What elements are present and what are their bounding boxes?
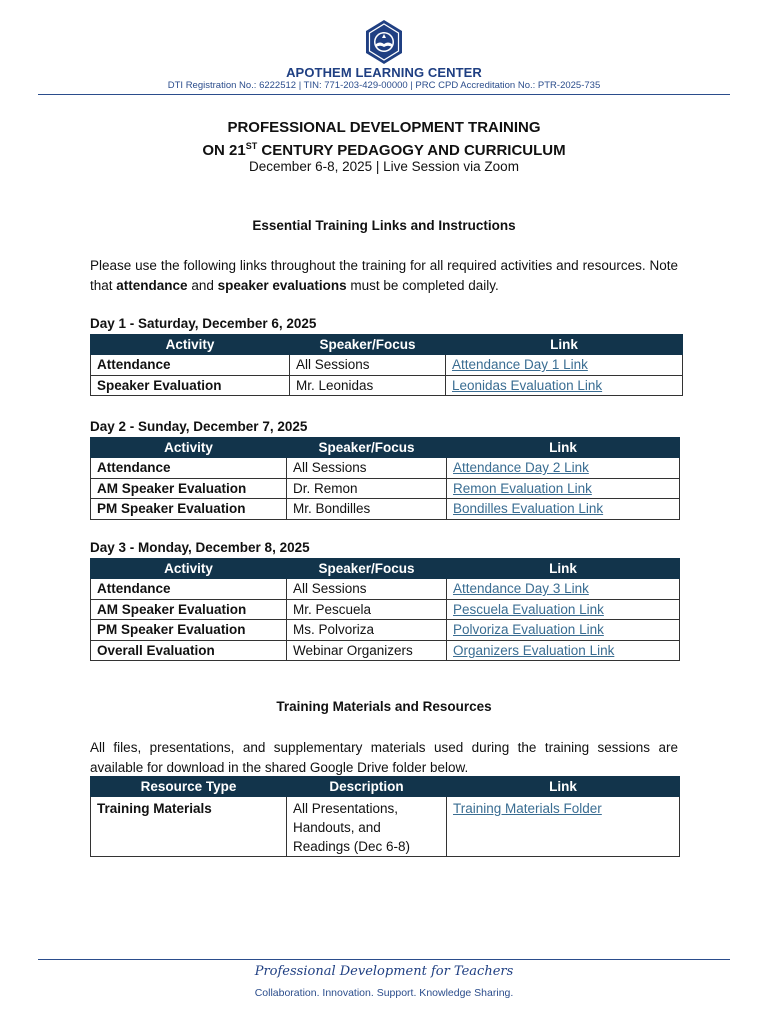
table-row (91, 579, 680, 600)
link-cell (447, 620, 680, 641)
link-cell (447, 458, 680, 479)
speaker-cell: Dr. Remon (287, 478, 447, 499)
materials-intro: All files, presentations, and supplementary materials used during the training sessions are available for download in the shared Google Drive folder below. (90, 740, 678, 775)
table-header-row (91, 335, 683, 355)
speaker-cell: Ms. Polvoriza (287, 620, 447, 641)
activity-cell: Attendance (91, 579, 287, 600)
footer-script: Professional Development for Teachers (254, 964, 514, 979)
description-line-3: Readings (Dec 6-8) (293, 839, 411, 854)
header-link: Link (447, 438, 680, 458)
table-header-row (91, 438, 680, 458)
intro-bold-attendance: attendance (116, 277, 188, 293)
speaker-cell: Mr. Bondilles (287, 499, 447, 520)
table-row (91, 355, 683, 376)
description-line-2: Handouts, and (293, 820, 381, 835)
link-cell (447, 599, 680, 620)
day-1-label: Day 1 - Saturday, December 6, 2025 (90, 316, 317, 331)
activity-cell: Speaker Evaluation (91, 375, 290, 396)
intro-text-2: and (187, 277, 218, 293)
intro-text-3: must be completed daily. (346, 277, 499, 293)
header-speaker: Speaker/Focus (287, 438, 447, 458)
day-2-table (90, 437, 680, 520)
document-title (0, 116, 768, 162)
speaker-cell: All Sessions (287, 458, 447, 479)
speaker-cell: Mr. Pescuela (287, 599, 447, 620)
header-description: Description (287, 777, 447, 797)
link-cell (447, 640, 680, 661)
links-section-heading: Essential Training Links and Instructions (252, 218, 516, 233)
activity-cell: AM Speaker Evaluation (91, 478, 287, 499)
materials-section-heading: Training Materials and Resources (276, 699, 492, 714)
link-cell (446, 355, 683, 376)
header-link: Link (446, 335, 683, 355)
activity-cell: AM Speaker Evaluation (91, 599, 287, 620)
org-name: APOTHEM LEARNING CENTER (286, 65, 482, 80)
remon-evaluation-link[interactable]: Remon Evaluation Link (453, 480, 592, 496)
organizers-evaluation-link[interactable]: Organizers Evaluation Link (453, 642, 615, 658)
table-row (91, 458, 680, 479)
speaker-cell: Webinar Organizers (287, 640, 447, 661)
table-row (91, 620, 680, 641)
training-materials-folder-link[interactable]: Training Materials Folder (453, 801, 602, 816)
title-line-2-post: CENTURY PEDAGOGY AND CURRICULUM (257, 142, 566, 159)
activity-cell: Attendance (91, 458, 287, 479)
table-row (91, 797, 680, 857)
header-link: Link (447, 559, 680, 579)
header-activity: Activity (91, 559, 287, 579)
link-cell (447, 478, 680, 499)
day-3-label: Day 3 - Monday, December 8, 2025 (90, 540, 310, 555)
document-subtitle: December 6-8, 2025 | Live Session via Zoom (249, 159, 519, 174)
day-3-table (90, 558, 680, 661)
activity-cell: Overall Evaluation (91, 640, 287, 661)
speaker-cell: All Sessions (287, 579, 447, 600)
attendance-day-2-link[interactable]: Attendance Day 2 Link (453, 460, 589, 476)
hexagon-book-icon (364, 19, 404, 65)
attendance-day-1-link[interactable]: Attendance Day 1 Link (452, 357, 588, 373)
table-row (91, 499, 680, 520)
day-1-table (90, 334, 683, 396)
title-superscript: ST (245, 141, 258, 151)
description-line-1: All Presentations, (293, 801, 399, 816)
link-cell (447, 579, 680, 600)
speaker-cell: All Sessions (290, 355, 446, 376)
table-header-row (91, 559, 680, 579)
polvoriza-evaluation-link[interactable]: Polvoriza Evaluation Link (453, 622, 604, 638)
activity-cell: Attendance (91, 355, 290, 376)
activity-cell: PM Speaker Evaluation (91, 499, 287, 520)
day-2-label: Day 2 - Sunday, December 7, 2025 (90, 419, 308, 434)
title-line-1: PROFESSIONAL DEVELOPMENT TRAINING (227, 119, 541, 136)
table-header-row (91, 777, 680, 797)
links-intro (90, 256, 678, 295)
org-registration: DTI Registration No.: 6222512 | TIN: 771-203-429-00000 | PRC CPD Accreditation No.: PTR-2025-735 (167, 80, 601, 91)
materials-table (90, 776, 680, 857)
speaker-cell: Mr. Leonidas (290, 375, 446, 396)
header-link: Link (447, 777, 680, 797)
pescuela-evaluation-link[interactable]: Pescuela Evaluation Link (453, 601, 604, 617)
link-cell (447, 797, 680, 857)
bondilles-evaluation-link[interactable]: Bondilles Evaluation Link (453, 501, 604, 517)
intro-bold-evaluations: speaker evaluations (217, 277, 347, 293)
header-divider (38, 94, 730, 95)
activity-cell: PM Speaker Evaluation (91, 620, 287, 641)
header-speaker: Speaker/Focus (287, 559, 447, 579)
intro-text-1: Please use the following links throughout the training for all required activities and resources. Note that (90, 258, 678, 293)
description-cell (287, 797, 447, 857)
header-activity: Activity (91, 438, 287, 458)
table-row (91, 375, 683, 396)
footer-tagline: Collaboration. Innovation. Support. Knowledge Sharing. (254, 987, 514, 999)
header-resource-type: Resource Type (91, 777, 287, 797)
table-row (91, 478, 680, 499)
attendance-day-3-link[interactable]: Attendance Day 3 Link (453, 581, 589, 597)
table-row (91, 599, 680, 620)
link-cell (446, 375, 683, 396)
footer-divider (38, 959, 730, 960)
resource-type-cell: Training Materials (91, 797, 287, 857)
header-activity: Activity (91, 335, 290, 355)
title-line-2-pre: ON 21 (202, 142, 246, 159)
table-row (91, 640, 680, 661)
leonidas-evaluation-link[interactable]: Leonidas Evaluation Link (452, 377, 603, 393)
link-cell (447, 499, 680, 520)
header-speaker: Speaker/Focus (290, 335, 446, 355)
